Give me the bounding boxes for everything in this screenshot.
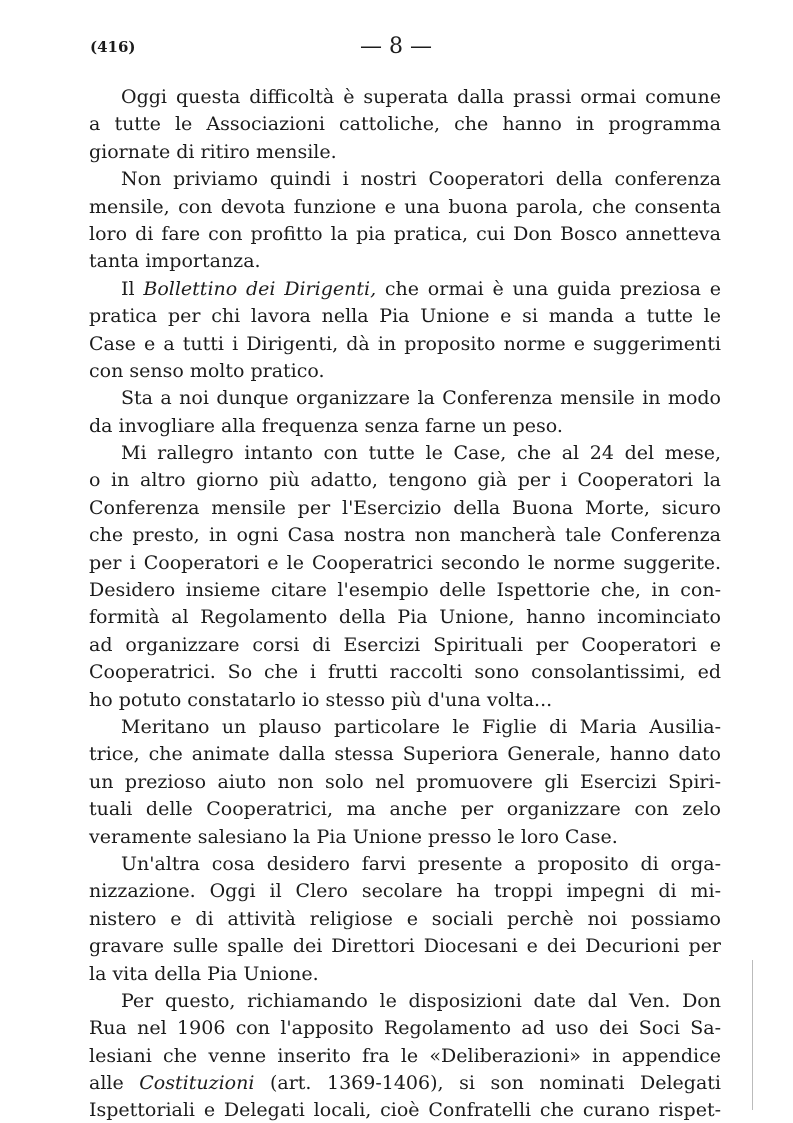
paragraph — [89, 166, 721, 276]
text-line: Per questo, richiamando le disposizioni date dal Ven. Don — [121, 989, 721, 1012]
text-line: Non priviamo quindi i nostri Cooperatori della conferenza — [121, 168, 721, 191]
text-line: trice, che animate dalla stessa Superiora Generale, hanno dato — [89, 743, 721, 766]
text-line: lesiani che venne inserito fra le «Deliberazioni» in appendice — [89, 1044, 721, 1067]
body-text — [89, 84, 721, 1123]
text-line: ad organizzare corsi di Esercizi Spirituali per Cooperatori e — [89, 633, 721, 656]
paragraph — [89, 440, 721, 714]
text-line: a tutte le Associazioni cattoliche, che hanno in programma — [89, 113, 721, 136]
text-line: la vita della Pia Unione. — [89, 962, 319, 985]
text-line: Case e a tutti i Dirigenti, dà in proposito norme e suggerimenti — [89, 332, 721, 355]
page-number: — 8 — — [360, 34, 432, 59]
text-line: Un'altra cosa desidero farvi presente a proposito di orga- — [121, 852, 721, 875]
text-line: Rua nel 1906 con l'apposito Regolamento ad uso dei Soci Sa- — [89, 1017, 721, 1040]
text-line: Sta a noi dunque organizzare la Conferenza mensile in modo — [121, 387, 721, 410]
text-run: Il — [121, 277, 144, 300]
paragraph — [89, 714, 721, 851]
text-line: Oggi questa difficoltà è superata dalla prassi ormai comune — [121, 86, 721, 108]
text-line: veramente salesiano la Pia Unione presso le loro Case. — [89, 825, 618, 848]
text-line: o in altro giorno più adatto, tengono già per i Cooperatori la — [89, 469, 721, 492]
constitutions-title: Costituzioni — [139, 1072, 255, 1095]
paragraph — [89, 988, 721, 1123]
text-line: un prezioso aiuto non solo nel promuovere gli Esercizi Spiri- — [89, 770, 721, 793]
text-line: Desidero insieme citare l'esempio delle Ispettorie che, in con- — [89, 579, 721, 602]
text-line: Mi rallegro intanto con tutte le Case, che al 24 del mese, — [121, 442, 721, 465]
text-line: con senso molto pratico. — [89, 359, 325, 382]
text-run: alle — [89, 1072, 140, 1095]
text-line — [89, 276, 721, 303]
text-line: pratica per chi lavora nella Pia Unione e si manda a tutte le — [89, 305, 721, 328]
text-line: Meritano un plauso particolare le Figlie di Maria Ausilia- — [121, 715, 721, 738]
text-line: loro di fare con profitto la pia pratica, cui Don Bosco annetteva — [89, 222, 721, 245]
text-line: mensile, con devota funzione e una buona parola, che consenta — [89, 195, 721, 218]
text-line — [89, 1070, 721, 1097]
paragraph — [89, 851, 721, 988]
text-line: Conferenza mensile per l'Esercizio della Buona Morte, sicuro — [89, 496, 721, 519]
text-line: nistero e di attività religiose e sociali perchè noi possiamo — [89, 907, 721, 930]
text-line: Ispettoriali e Delegati locali, cioè Confratelli che curano rispet- — [89, 1099, 721, 1122]
text-line: Cooperatrici. So che i frutti raccolti sono consolantissimi, ed — [89, 661, 721, 684]
paragraph — [89, 84, 721, 166]
text-line: gravare sulle spalle dei Direttori Diocesani e dei Decurioni per — [89, 935, 721, 958]
text-line: tuali delle Cooperatrici, ma anche per organizzare con zelo — [89, 798, 721, 821]
page-reference: (416) — [90, 38, 136, 56]
text-line: nizzazione. Oggi il Clero secolare ha troppi impegni di mi- — [89, 880, 721, 903]
text-run: che ormai è una guida preziosa e — [376, 277, 721, 300]
text-line: giornate di ritiro mensile. — [89, 140, 337, 163]
text-line: da invogliare alla frequenza senza farne un peso. — [89, 414, 563, 437]
text-line: ho potuto constatarlo io stesso più d'una volta... — [89, 688, 553, 711]
page-edge-mark — [752, 960, 753, 1110]
page-header — [90, 36, 720, 64]
text-line: per i Cooperatori e le Cooperatrici secondo le norme suggerite. — [89, 551, 721, 574]
text-line: tanta importanza. — [89, 250, 261, 273]
paragraph — [89, 385, 721, 440]
text-line: formità al Regolamento della Pia Unione, hanno incominciato — [89, 606, 721, 629]
paragraph — [89, 276, 721, 386]
bulletin-title: Bollettino dei Dirigenti, — [143, 277, 377, 300]
text-line: che presto, in ogni Casa nostra non mancherà tale Conferenza — [89, 524, 721, 547]
text-run: (art. 1369-1406), si son nominati Delegati — [254, 1072, 721, 1095]
